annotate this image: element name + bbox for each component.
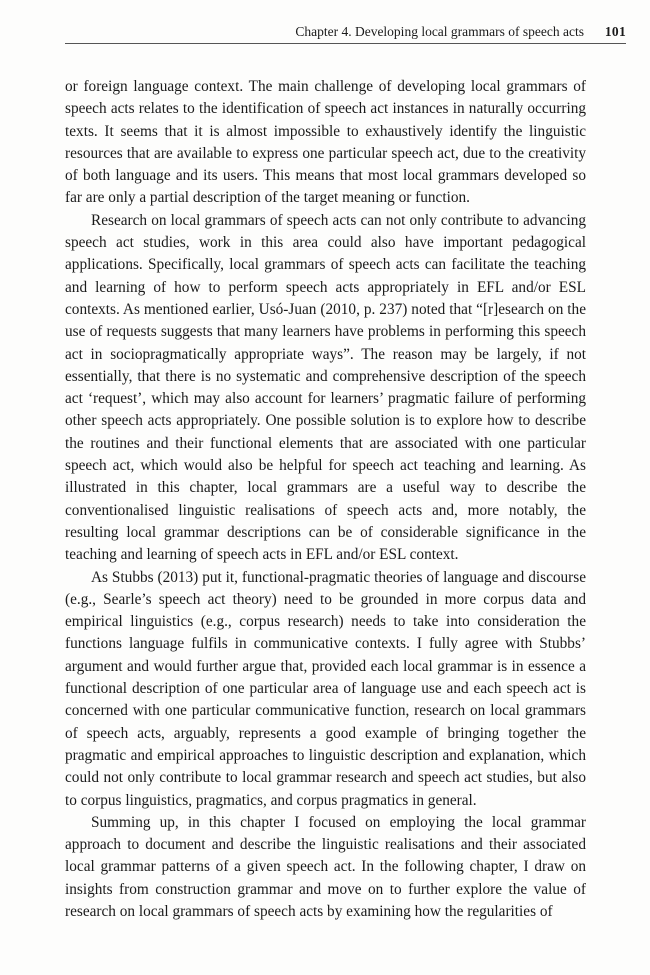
running-header [65,22,626,42]
paragraph: Summing up, in this chapter I focused on employing the local grammar approach to document and describe the linguistic realisations and their associated local grammar patterns of a given speech act. In the following chapter, I draw on insights from construction grammar and move on to further explore the value of research on local grammars of speech acts by examining how the regularities of [65,813,586,920]
body-text [65,76,586,923]
running-title: Chapter 4. Developing local grammars of speech acts [295,24,584,39]
paragraph: As Stubbs (2013) put it, functional-pragmatic theories of language and discourse (e.g., Searle’s speech act theory) need to be grounded in more corpus data and empirical linguistics (e.g., corpus research) needs to take into consideration the functions language fulfils in communicative contexts. I fully agree with Stubbs’ argument and would further argue that, provided each local grammar is in essence a functional description of one particular area of language use and each speech act is concerned with one particular communicative function, research on local grammars of speech acts, arguably, represents a good example of bringing together the pragmatic and empirical approaches to linguistic description and explanation, which could not only contribute to local grammar research and speech act studies, but also to corpus linguistics, pragmatics, and corpus pragmatics in general. [65,568,586,809]
page-number: 101 [604,24,626,39]
paragraph: Research on local grammars of speech acts can not only contribute to advancing speech act studies, work in this area could also have important pedagogical applications. Specifically, local grammars of speech acts can facilitate the teaching and learning of how to perform speech acts appropriately in EFL and/or ESL contexts. As mentioned earlier, Usó-Juan (2010, p. 237) noted that “[r]esearch on the use of requests suggests that many learners have problems in performing this speech act in sociopragmatically appropriate ways”. The reason may be largely, if not essentially, that there is no systematic and comprehensive description of the speech act ‘request’, which may also account for learners’ pragmatic failure of performing other speech acts appropriately. One possible solution is to explore how to describe the routines and their functional elements that are associated with one particular speech act, which would also be helpful for speech act teaching and learning. As illustrated in this chapter, local grammars are a useful way to describe the conventionalised linguistic realisations of speech acts and, more notably, the resulting local grammar descriptions can be of considerable significance in the teaching and learning of speech acts in EFL and/or ESL context. [65,211,586,564]
paragraph: or foreign language context. The main challenge of developing local grammars of speech acts relates to the identification of speech act instances in naturally occurring texts. It seems that it is almost impossible to exhaustively identify the linguistic resources that are available to express one particular speech act, due to the creativity of both language and its users. This means that most local grammars developed so far are only a partial description of the target meaning or function. [65,78,586,207]
header-rule [65,43,626,44]
